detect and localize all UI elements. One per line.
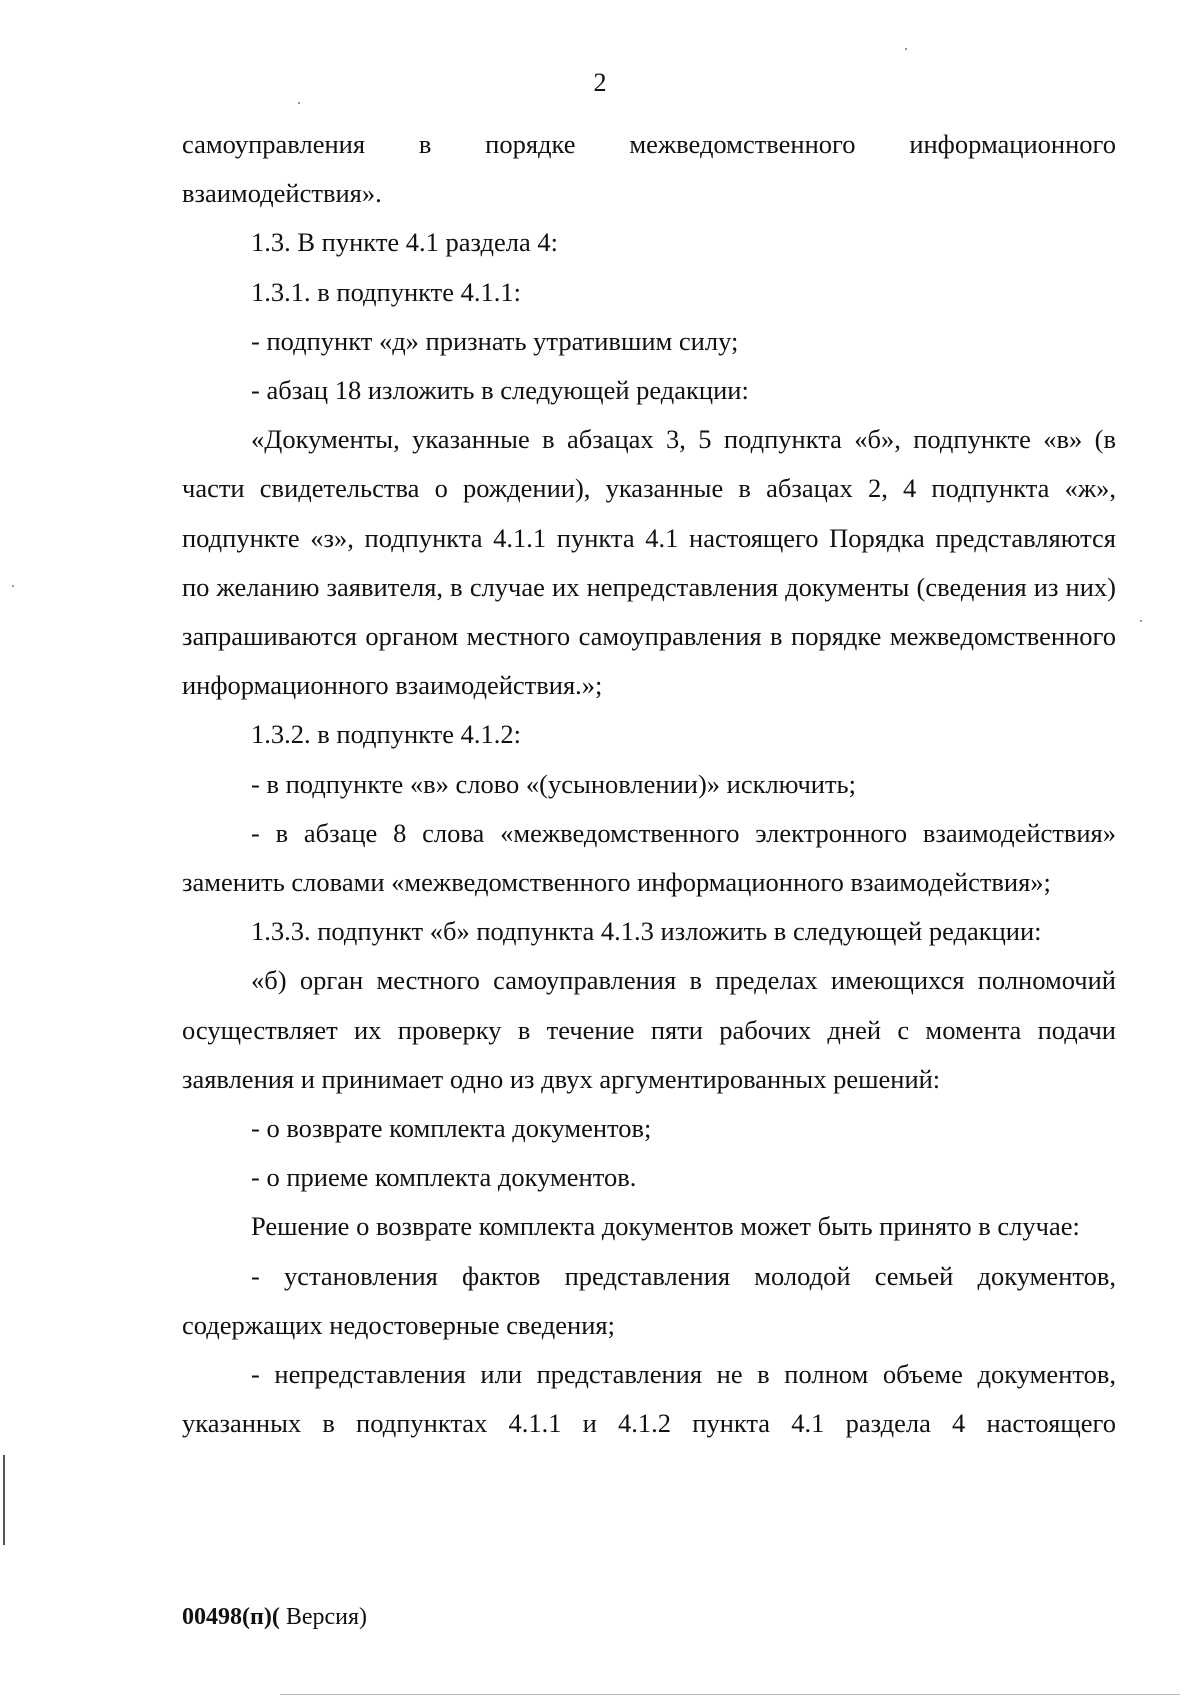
paragraph: - о приеме комплекта документов. (251, 1162, 637, 1193)
scan-speck (905, 48, 907, 50)
document-footer (182, 1604, 367, 1631)
paragraph: - абзац 18 изложить в следующей редакции: (251, 375, 749, 406)
paragraph: - в подпункте «в» слово «(усыновлении)» исключить; (251, 768, 857, 799)
page-number: 2 (593, 68, 607, 97)
scan-speck (12, 585, 14, 587)
page-edge-line (280, 1694, 1180, 1695)
paragraph: - непредставления или представления не в полном объеме документов, указанных в подпунктах 4.1.1 и 4.1.2 пункта 4.1 раздела 4 настоящего (182, 1359, 1116, 1439)
paragraph: 1.3.3. подпункт «б» подпункта 4.1.3 изложить в следующей редакции: (251, 916, 1042, 947)
scan-speck (298, 102, 300, 104)
scan-speck (1140, 620, 1142, 622)
paragraph: «б) орган местного самоуправления в пределах имеющихся полномочий осуществляет их проверку в течение пяти рабочих дней с момента подачи заявления и принимает одно из двух аргументированных решений: (182, 965, 1116, 1094)
paragraph: Решение о возврате комплекта документов может быть принято в случае: (251, 1211, 1080, 1242)
scan-edge-mark (3, 1455, 5, 1545)
document-number: 00498(п)( (182, 1604, 280, 1630)
paragraph: 1.3. В пункте 4.1 раздела 4: (251, 227, 559, 258)
paragraph: - о возврате комплекта документов; (251, 1113, 652, 1144)
paragraph: самоуправления в порядке межведомственного информационного взаимодействия». (182, 129, 1116, 209)
paragraph: 1.3.1. в подпункте 4.1.1: (251, 276, 522, 307)
version-label: Версия) (279, 1604, 367, 1630)
document-body (182, 120, 1116, 1448)
paragraph: 1.3.2. в подпункте 4.1.2: (251, 719, 522, 750)
paragraph: - установления фактов представления молодой семьей документов, содержащих недостоверные сведения; (182, 1260, 1116, 1340)
paragraph: - в абзаце 8 слова «межведомственного электронного взаимодействия» заменить словами «межведомственного информационного взаимодействия»; (182, 817, 1116, 898)
paragraph: «Документы, указанные в абзацах 3, 5 подпункта «б», подпункте «в» (в части свидетельства о рождении), указанные в абзацах 2, 4 подпункта «ж», подпункте «з», подпункта 4.1.1 пункта 4.1 настоящего Порядка представляются по желанию заявителя, в случае их непредставления документы (сведения из них) запрашиваются органом местного самоуправления в порядке межведомственного информационного взаимодействия.»; (182, 424, 1116, 701)
paragraph: - подпункт «д» признать утратившим силу; (251, 325, 739, 356)
